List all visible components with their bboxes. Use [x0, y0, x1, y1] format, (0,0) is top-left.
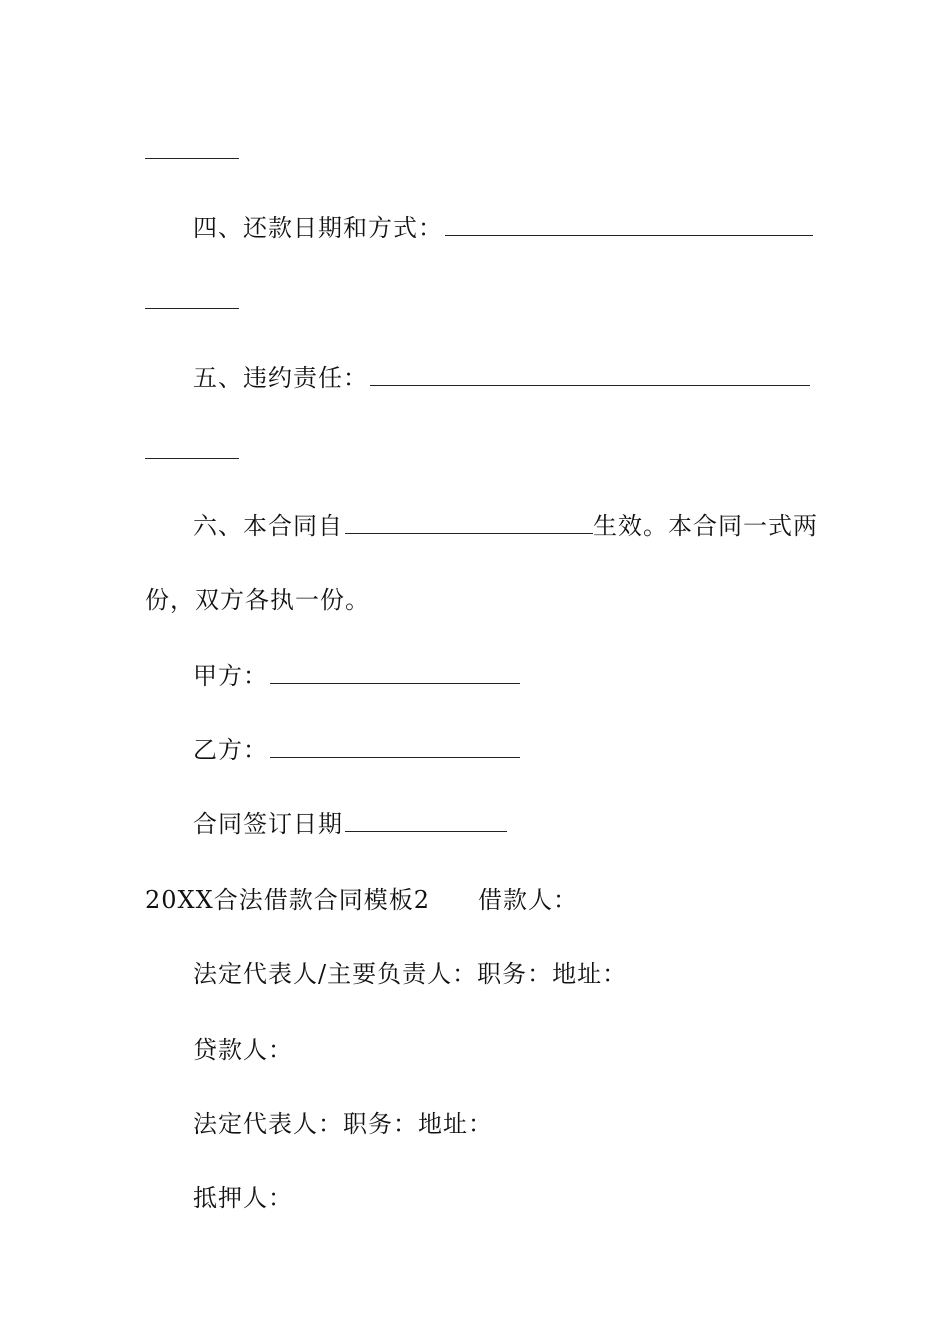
sign-date-label: 合同签订日期 [193, 810, 343, 838]
repayment-label: 四、还款日期和方式： [193, 214, 443, 242]
clause-effective-cont: 份，双方各执一份。 [145, 586, 370, 614]
repayment-blank [445, 213, 813, 236]
template2-title: 20XX合法借款合同模板2 [145, 886, 430, 914]
party-a-blank [270, 661, 520, 684]
sign-date-line [193, 808, 507, 840]
party-a-line [193, 660, 520, 692]
effective-date-blank [345, 511, 593, 534]
party-b-label: 乙方： [193, 736, 268, 764]
mortgagor-line: 抵押人： [193, 1184, 293, 1212]
effective-suffix: 生效。本合同一式两 [593, 512, 818, 540]
liability-blank [370, 363, 810, 386]
clause-repayment [193, 212, 813, 244]
effective-prefix: 六、本合同自 [193, 512, 343, 540]
clause-liability [193, 362, 810, 394]
lender-rep-line: 法定代表人：职务：地址： [193, 1110, 493, 1138]
liability-label: 五、违约责任： [193, 364, 368, 392]
fill-blank-line [145, 458, 239, 459]
fill-blank-line [145, 308, 239, 309]
fill-blank-line [145, 158, 239, 159]
clause-effective [193, 510, 818, 542]
party-b-blank [270, 735, 520, 758]
borrower-rep-line: 法定代表人/主要负责人：职务：地址： [193, 960, 628, 988]
template2-heading-line [145, 884, 578, 916]
party-b-line [193, 734, 520, 766]
lender-line: 贷款人： [193, 1036, 293, 1064]
borrower-label: 借款人： [477, 886, 578, 914]
sign-date-blank [345, 809, 507, 832]
party-a-label: 甲方： [193, 662, 268, 690]
